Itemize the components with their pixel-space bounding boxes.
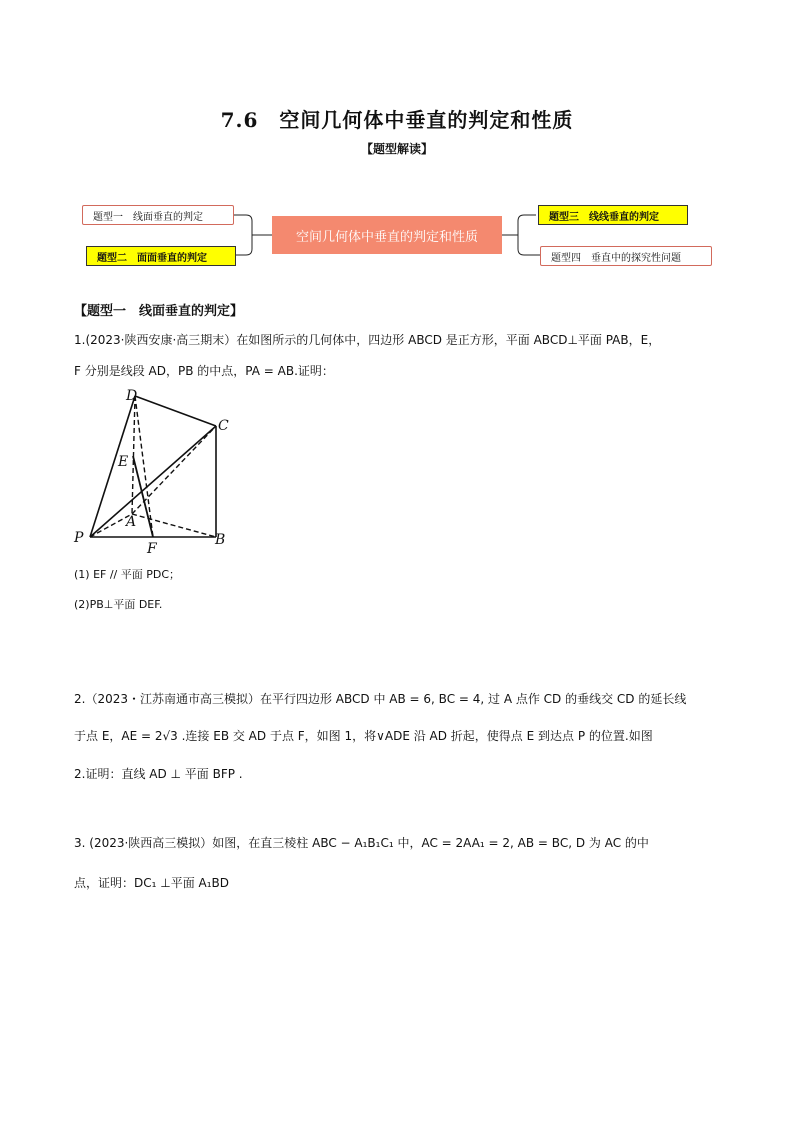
mindmap-item-type1: 题型一 线面垂直的判定 <box>82 205 234 225</box>
label-e: E <box>118 454 129 470</box>
label-b: B <box>215 532 226 548</box>
page-title: 7.6 空间几何体中垂直的判定和性质 <box>220 108 574 132</box>
page-subtitle: 【题型解读】 <box>360 142 433 156</box>
geometry-figure <box>70 384 240 559</box>
label-p: P <box>74 530 84 546</box>
section-heading: 【题型一 线面垂直的判定】 <box>74 304 244 319</box>
q3-line1: 3. (2023·陕西高三模拟）如图，在直三棱柱 ABC − A₁B₁C₁ 中，AC = 2AA₁ = 2, AB = BC, D 为 AC 的中 <box>74 836 649 850</box>
q2-line1: 2.（2023・江苏南通市高三模拟）在平行四边形 ABCD 中 AB = 6, BC = 4, 过 A 点作 CD 的垂线交 CD 的延长线 <box>74 692 687 706</box>
q1-part2: (2)PB⊥平面 DEF. <box>74 598 163 611</box>
q1-line1: 1.(2023·陕西安康·高三期末）在如图所示的几何体中，四边形 ABCD 是正方形，平面 ABCD⊥平面 PAB，E， <box>74 333 661 347</box>
mindmap-center: 空间几何体中垂直的判定和性质 <box>272 216 502 254</box>
mindmap-item-type4: 题型四 垂直中的探究性问题 <box>540 246 712 266</box>
q2-line3: 2.证明：直线 AD ⊥ 平面 BFP . <box>74 767 243 781</box>
mindmap-item-type3: 题型三 线线垂直的判定 <box>538 205 688 225</box>
q1-line2: F 分别是线段 AD，PB 的中点，PA = AB.证明： <box>74 364 334 378</box>
q1-part1: (1) EF // 平面 PDC； <box>74 568 181 581</box>
label-f: F <box>147 541 157 557</box>
label-c: C <box>218 418 229 434</box>
label-a: A <box>126 514 137 530</box>
q3-line2: 点，证明：DC₁ ⊥平面 A₁BD <box>74 876 230 890</box>
q2-line2: 于点 E，AE = 2√3 .连接 EB 交 AD 于点 F，如图 1，将∨ADE 沿 AD 折起，使得点 E 到达点 P 的位置.如图 <box>74 729 653 743</box>
mindmap-item-type2: 题型二 面面垂直的判定 <box>86 246 236 266</box>
label-d: D <box>126 388 138 404</box>
